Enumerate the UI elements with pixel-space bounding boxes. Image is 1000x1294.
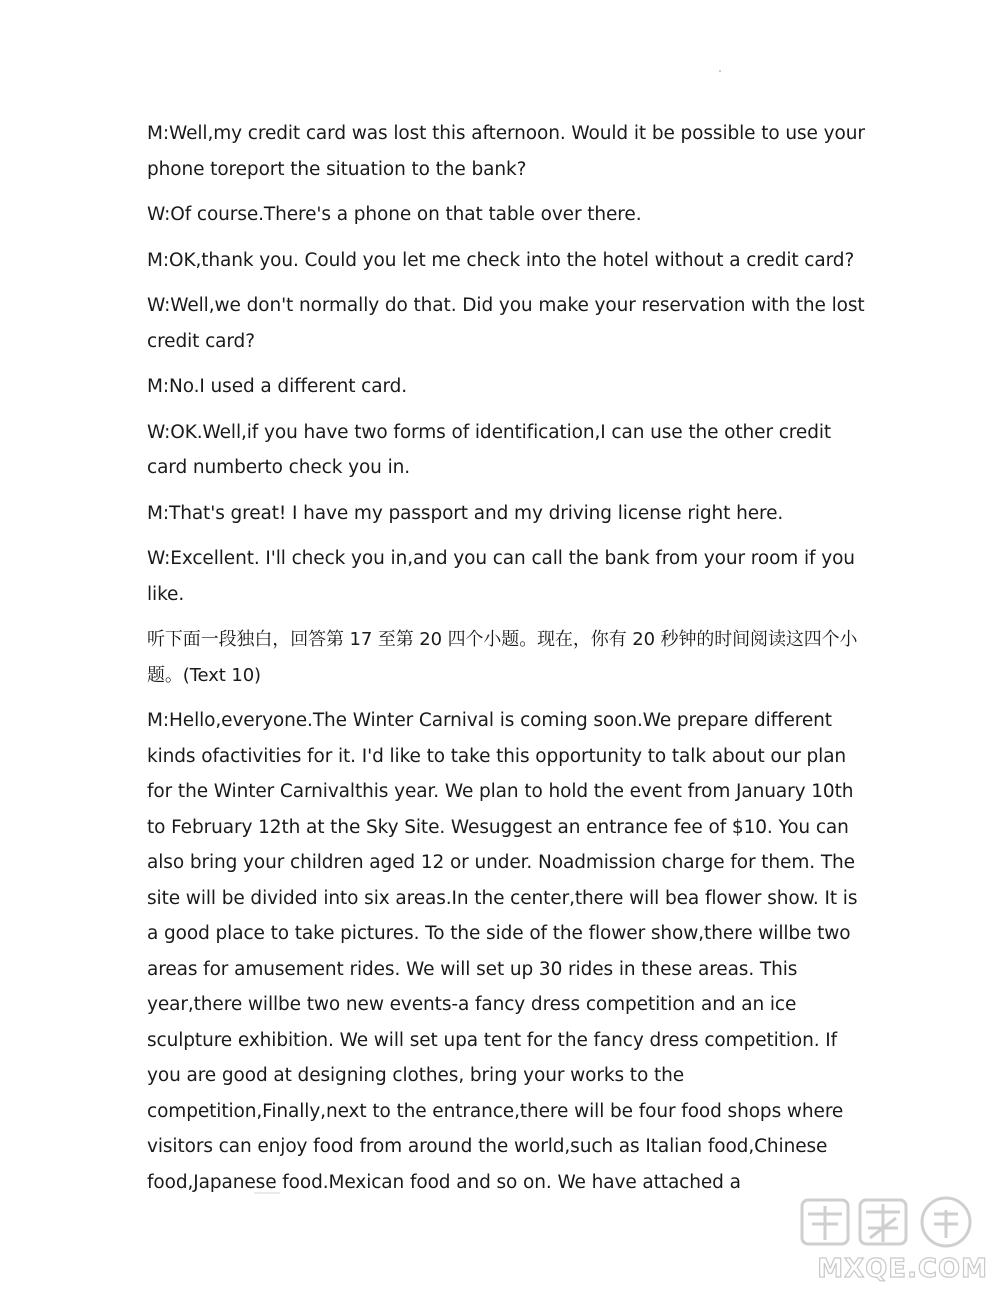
dialogue-line: W:OK.Well,if you have two forms of identification,I can use the other credit card numberto check you in.	[147, 421, 832, 478]
dialogue-line: W:Well,we don't normally do that. Did you make your reservation with the lost credit card?	[147, 295, 865, 352]
section-instruction: 听下面一段独白，回答第 17 至第 20 四个小题。现在，你有 20 秒钟的时间阅读这四个小题。(Text 10)	[147, 629, 858, 686]
dialogue-line: M:Well,my credit card was lost this afternoon. Would it be possible to use your phone toreport the situation to the bank?	[147, 123, 865, 180]
monologue-text: M:Hello,everyone.The Winter Carnival is coming soon.We prepare different kinds ofactivities for it. I'd like to take this opportunity to talk about our plan for the Winter Carnivalthis year. We plan to hold the event from January 10th to February 12th at the Sky Site. Wesuggest an entrance fee of $10. You can also bring your children aged 12 or under. Noadmission charge for them. The site will be divided into six areas.In the center,there will bea flower show. It is a good place to take pictures. To the side of the flower show,there willbe two areas for amusement rides. We will set up 30 rides in these areas. This year,there willbe two new events-a fancy dress competition and an ice sculpture exhibition. We will set upa tent for the fancy dress competition. If you are good at designing clothes, bring your works to the competition,Finally,next to the entrance,there will be four food shops where visitors can enjoy food from around the world,such as Italian food,Chinese food,Japanese food.Mexican food and so on. We have attached a	[147, 710, 858, 1193]
dialogue-line: M:That's great! I have my passport and my driving license right here.	[147, 502, 784, 524]
scan-speck	[719, 70, 721, 72]
dialogue-line: M:No.I used a different card.	[147, 376, 408, 397]
dialogue-line: W:Excellent. I'll check you in,and you can call the bank from your room if you like.	[147, 548, 855, 605]
watermark-text: MXQE.COM	[817, 1254, 988, 1284]
dialogue-line: W:Of course.There's a phone on that table over there.	[147, 204, 642, 225]
scan-mark	[254, 1192, 280, 1194]
dialogue-line: M:OK,thank you. Could you let me check into the hotel without a credit card?	[147, 249, 855, 271]
watermark-logo-icon	[798, 1192, 988, 1252]
document-body	[147, 116, 867, 1210]
site-watermark	[798, 1192, 988, 1284]
